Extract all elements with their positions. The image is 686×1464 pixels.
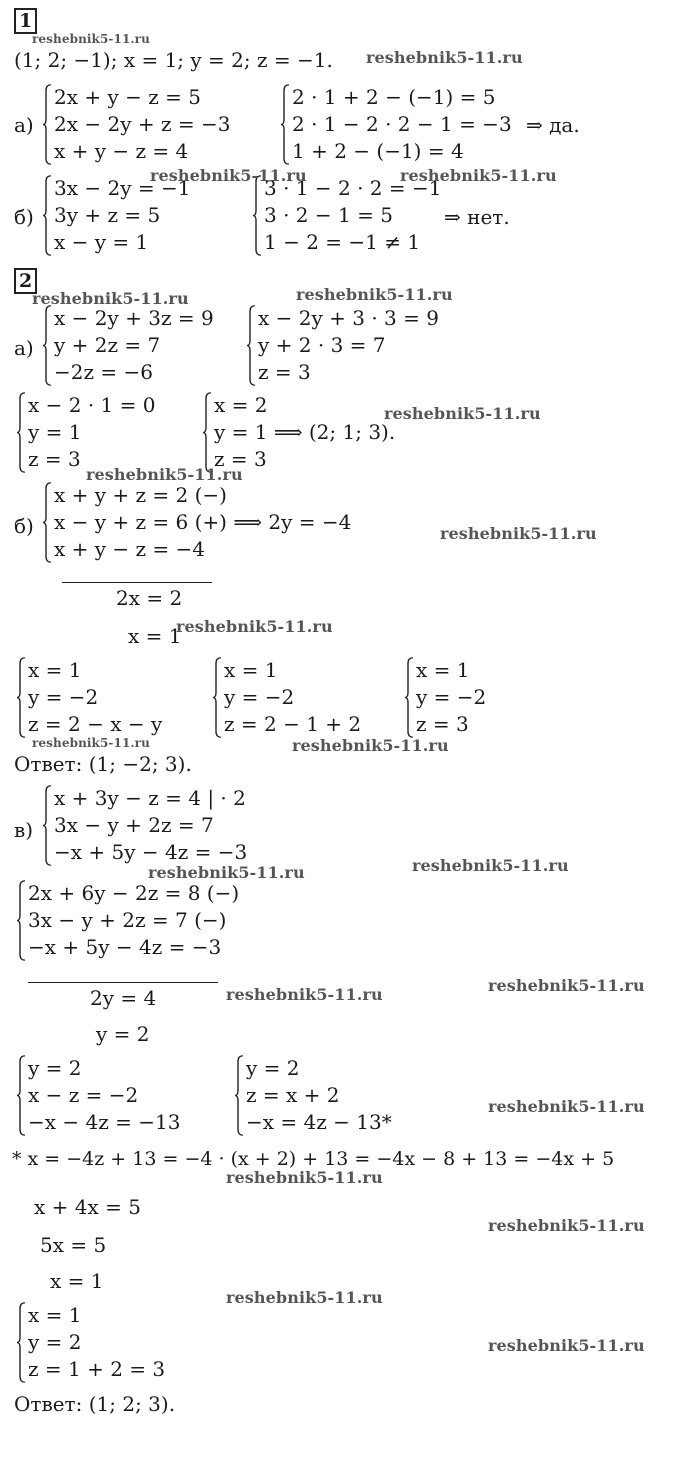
system-1a	[42, 84, 230, 165]
equation: 2x + 6y − 2z = 8 (−)	[28, 881, 240, 905]
equation: y + 2z = 7	[54, 333, 161, 357]
system-2v-4	[234, 1055, 392, 1136]
equation: y = −2	[416, 685, 487, 709]
equation: x + y + z = 2 (−)	[54, 483, 227, 507]
watermark: reshebnik5-11.ru	[400, 166, 557, 185]
watermark: reshebnik5-11.ru	[86, 465, 243, 484]
equation: x = 1	[28, 658, 82, 682]
watermark: reshebnik5-11.ru	[32, 32, 150, 46]
brace-icon	[16, 392, 26, 473]
label-a: а)	[14, 113, 34, 137]
label-b: б)	[14, 205, 34, 229]
equation: x = 1	[28, 1303, 82, 1327]
task-number-2: 2	[14, 268, 37, 294]
task-number-1: 1	[14, 8, 37, 34]
equation: x − 2y + 3z = 9	[54, 306, 214, 330]
answer-2v: Ответ: (1; 2; 3).	[14, 1392, 176, 1416]
equation: 1 + 2 − (−1) = 4	[292, 139, 464, 163]
equation: z = x + 2	[246, 1083, 340, 1107]
system-2b-3	[212, 657, 361, 738]
system-2v-1	[42, 785, 247, 866]
brace-icon	[16, 657, 26, 738]
equation: y = −2	[224, 685, 295, 709]
equation: x − 2y + 3 · 3 = 9	[258, 306, 439, 330]
equation: 3y + z = 5	[54, 203, 161, 227]
equation: x − z = −2	[28, 1083, 139, 1107]
equation: 3x − y + 2z = 7	[54, 813, 214, 837]
brace-icon	[42, 482, 52, 563]
equation: −x + 5y − 4z = −3	[28, 935, 222, 959]
check-1b	[252, 175, 441, 256]
equation-line: x + 4x = 5	[34, 1195, 141, 1219]
brace-icon	[16, 880, 26, 961]
equation: z = 2 − 1 + 2	[224, 712, 362, 736]
equation-line: 5x = 5	[40, 1233, 107, 1257]
brace-icon	[202, 392, 212, 473]
equation: x − y + z = 6 (+) ⟹ 2y = −4	[54, 510, 352, 534]
brace-icon	[42, 305, 52, 386]
point-line: (1; 2; −1); x = 1; y = 2; z = −1.	[14, 48, 333, 72]
equation: −x = 4z − 13*	[246, 1110, 392, 1134]
equation: x = 2	[214, 393, 268, 417]
watermark: reshebnik5-11.ru	[226, 985, 383, 1004]
brace-icon	[16, 1055, 26, 1136]
equation: x = 1	[416, 658, 470, 682]
equation-line: x = 1	[50, 1269, 104, 1293]
result-no: ⇒ нет.	[444, 205, 510, 229]
brace-icon	[212, 657, 222, 738]
equation: z = 3	[258, 360, 311, 384]
watermark: reshebnik5-11.ru	[488, 1216, 645, 1235]
system-2b-2	[16, 657, 162, 738]
equation: z = 3	[28, 447, 81, 471]
brace-icon	[246, 305, 256, 386]
sum-line	[28, 982, 218, 983]
brace-icon	[16, 1302, 26, 1383]
brace-icon	[42, 84, 52, 165]
equation: x + y − z = −4	[54, 537, 206, 561]
system-2b-4	[404, 657, 486, 738]
equation: 2 · 1 + 2 − (−1) = 5	[292, 85, 496, 109]
equation: −x − 4z = −13	[28, 1110, 181, 1134]
system-2v-3	[16, 1055, 180, 1136]
watermark: reshebnik5-11.ru	[32, 736, 150, 750]
watermark: reshebnik5-11.ru	[176, 617, 333, 636]
system-2a-1	[42, 305, 214, 386]
equation: y + 2 · 3 = 7	[258, 333, 386, 357]
equation: 1 − 2 = −1 ≠ 1	[264, 230, 421, 254]
watermark: reshebnik5-11.ru	[226, 1168, 383, 1187]
system-2b-1	[42, 482, 351, 563]
equation: x − 2 · 1 = 0	[28, 393, 156, 417]
equation: 2x + y − z = 5	[54, 85, 201, 109]
equation: 3 · 2 − 1 = 5	[264, 203, 393, 227]
y-value: y = 2	[96, 1022, 150, 1046]
equation: y = 2	[246, 1056, 300, 1080]
equation: x + y − z = 4	[54, 139, 189, 163]
system-2a-4	[202, 392, 395, 473]
watermark: reshebnik5-11.ru	[384, 404, 541, 423]
watermark: reshebnik5-11.ru	[296, 285, 453, 304]
equation: z = 2 − x − y	[28, 712, 163, 736]
watermark: reshebnik5-11.ru	[488, 1097, 645, 1116]
x-value: x = 1	[128, 624, 182, 648]
equation: x = 1	[224, 658, 278, 682]
watermark: reshebnik5-11.ru	[366, 48, 523, 67]
brace-icon	[404, 657, 414, 738]
watermark: reshebnik5-11.ru	[440, 524, 597, 543]
watermark: reshebnik5-11.ru	[32, 289, 189, 308]
brace-icon	[42, 175, 52, 256]
equation: −2z = −6	[54, 360, 153, 384]
brace-icon	[252, 175, 262, 256]
equation: y = 1 ⟹ (2; 1; 3).	[214, 420, 396, 444]
brace-icon	[280, 84, 290, 165]
watermark: reshebnik5-11.ru	[226, 1288, 383, 1307]
equation: y = 2	[28, 1056, 82, 1080]
equation: z = 1 + 2 = 3	[28, 1357, 166, 1381]
equation: 3x − 2y = −1	[54, 176, 191, 200]
star-line: * x = −4z + 13 = −4 · (x + 2) + 13 = −4x − 8 + 13 = −4x + 5	[12, 1148, 615, 1170]
watermark: reshebnik5-11.ru	[488, 976, 645, 995]
check-1a	[280, 84, 512, 165]
sum-equation: 2x = 2	[116, 586, 183, 610]
equation: z = 3	[416, 712, 469, 736]
equation: 3 · 1 − 2 · 2 = −1	[264, 176, 442, 200]
equation: 2x − 2y + z = −3	[54, 112, 231, 136]
equation: y = 1	[28, 420, 82, 444]
watermark: reshebnik5-11.ru	[412, 856, 569, 875]
watermark: reshebnik5-11.ru	[148, 863, 305, 882]
label-b: б)	[14, 514, 34, 538]
equation: 3x − y + 2z = 7 (−)	[28, 908, 227, 932]
result-yes: ⇒ да.	[526, 113, 580, 137]
watermark: reshebnik5-11.ru	[292, 736, 449, 755]
equation: z = 3	[214, 447, 267, 471]
equation: y = 2	[28, 1330, 82, 1354]
brace-icon	[42, 785, 52, 866]
label-v: в)	[14, 818, 34, 842]
sum-equation: 2y = 4	[90, 986, 157, 1010]
watermark: reshebnik5-11.ru	[150, 166, 307, 185]
system-2v-2	[16, 880, 239, 961]
brace-icon	[234, 1055, 244, 1136]
equation: −x + 5y − 4z = −3	[54, 840, 248, 864]
system-2v-5	[16, 1302, 165, 1383]
equation: 2 · 1 − 2 · 2 − 1 = −3	[292, 112, 512, 136]
equation: y = −2	[28, 685, 99, 709]
equation: x + 3y − z = 4 | · 2	[54, 786, 246, 810]
system-2a-2	[246, 305, 439, 386]
label-a: а)	[14, 336, 34, 360]
system-2a-3	[16, 392, 155, 473]
system-1b	[42, 175, 190, 256]
sum-line	[62, 582, 212, 583]
equation: x − y = 1	[54, 230, 149, 254]
answer-2b: Ответ: (1; −2; 3).	[14, 752, 192, 776]
watermark: reshebnik5-11.ru	[488, 1336, 645, 1355]
